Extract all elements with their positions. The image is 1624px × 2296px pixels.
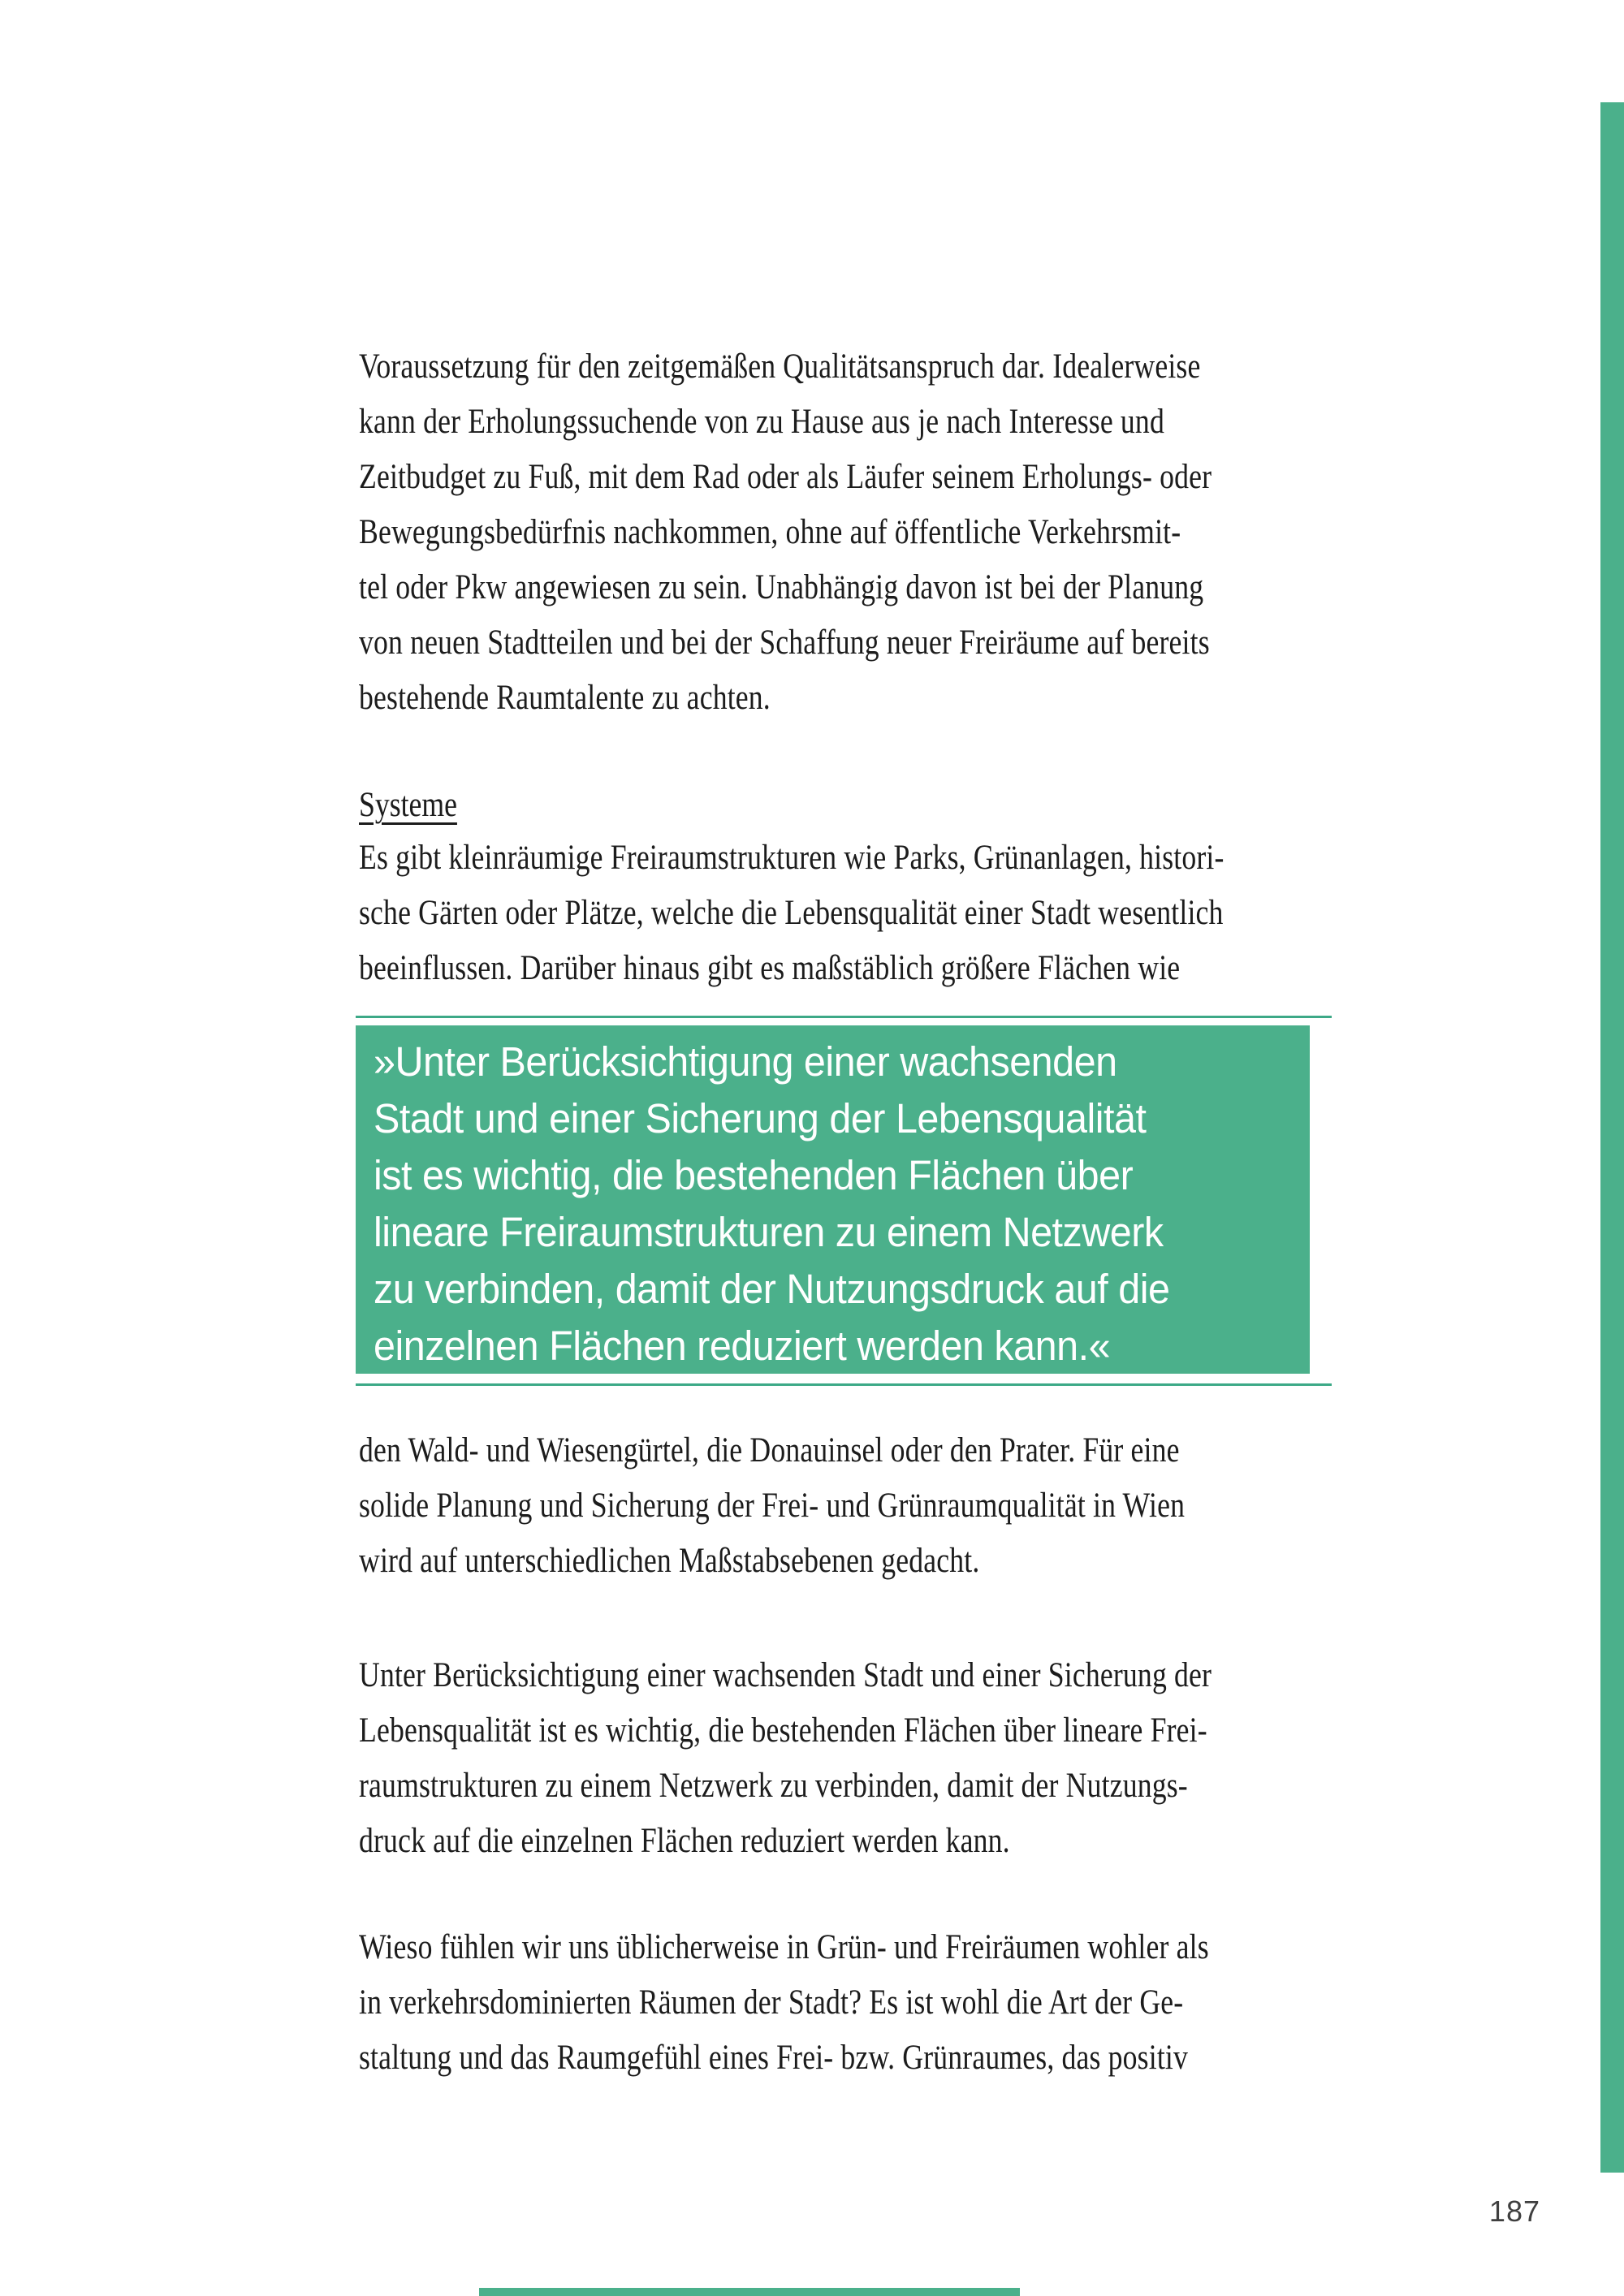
text-line: Wieso fühlen wir uns üblicherweise in Grün- und Freiräumen wohler als <box>359 1928 1209 1966</box>
text-line: den Wald- und Wiesengürtel, die Donauinsel oder den Prater. Für eine <box>359 1431 1180 1470</box>
quote-line: einzelnen Flächen reduziert werden kann.« <box>374 1323 1111 1369</box>
text-line: Es gibt kleinräumige Freiraumstrukturen wie Parks, Grünanlagen, histori- <box>359 839 1224 877</box>
pull-quote-text <box>374 1034 1263 1374</box>
quote-line: zu verbinden, damit der Nutzungsdruck auf die <box>374 1266 1170 1312</box>
quote-line: lineare Freiraumstrukturen zu einem Netzwerk <box>374 1209 1164 1255</box>
paragraph <box>359 339 1212 726</box>
quote-line: Stadt und einer Sicherung der Lebensqualität <box>374 1095 1147 1142</box>
text-line: Unter Berücksichtigung einer wachsenden Stadt und einer Sicherung der <box>359 1656 1212 1694</box>
text-line: bestehende Raumtalente zu achten. <box>359 679 771 717</box>
footer-accent-bar <box>479 2288 1020 2296</box>
paragraph <box>359 1920 1209 2086</box>
page-number: 187 <box>1488 2195 1540 2228</box>
text-line: staltung und das Raumgefühl eines Frei- bzw. Grünraumes, das positiv <box>359 2039 1189 2077</box>
text-line: von neuen Stadtteilen und bei der Schaffung neuer Freiräume auf bereits <box>359 624 1210 662</box>
chapter-edge-bar <box>1600 102 1624 2173</box>
text-line: kann der Erholungssuchende von zu Hause aus je nach Interesse und <box>359 403 1164 441</box>
paragraph <box>359 831 1224 996</box>
divider-rule-top <box>356 1016 1332 1018</box>
text-line: Lebensqualität ist es wichtig, die bestehenden Flächen über lineare Frei- <box>359 1711 1207 1750</box>
text-line: beeinflussen. Darüber hinaus gibt es maßstäblich größere Flächen wie <box>359 949 1181 987</box>
paragraph <box>359 1423 1185 1589</box>
section-heading: Systeme <box>359 786 457 824</box>
text-line: Voraussetzung für den zeitgemäßen Qualitätsanspruch dar. Idealerweise <box>359 347 1201 386</box>
text-line: solide Planung und Sicherung der Frei- und Grünraumqualität in Wien <box>359 1487 1186 1525</box>
text-line: Bewegungsbedürfnis nachkommen, ohne auf öffentliche Verkehrsmit- <box>359 513 1181 551</box>
quote-line: »Unter Berücksichtigung einer wachsenden <box>374 1038 1117 1085</box>
text-line: wird auf unterschiedlichen Maßstabsebenen gedacht. <box>359 1542 980 1580</box>
text-line: raumstrukturen zu einem Netzwerk zu verbinden, damit der Nutzungs- <box>359 1767 1188 1805</box>
text-line: druck auf die einzelnen Flächen reduziert werden kann. <box>359 1822 1010 1860</box>
pull-quote-box <box>356 1025 1310 1374</box>
text-line: sche Gärten oder Plätze, welche die Lebensqualität einer Stadt wesentlich <box>359 894 1224 932</box>
divider-rule-bottom <box>356 1383 1332 1386</box>
paragraph <box>359 1648 1212 1869</box>
text-line: Zeitbudget zu Fuß, mit dem Rad oder als Läufer seinem Erholungs- oder <box>359 458 1212 496</box>
text-line: tel oder Pkw angewiesen zu sein. Unabhängig davon ist bei der Planung <box>359 568 1204 606</box>
text-line: in verkehrsdominierten Räumen der Stadt? Es ist wohl die Art der Ge- <box>359 1983 1184 2022</box>
quote-line: ist es wichtig, die bestehenden Flächen über <box>374 1152 1134 1198</box>
